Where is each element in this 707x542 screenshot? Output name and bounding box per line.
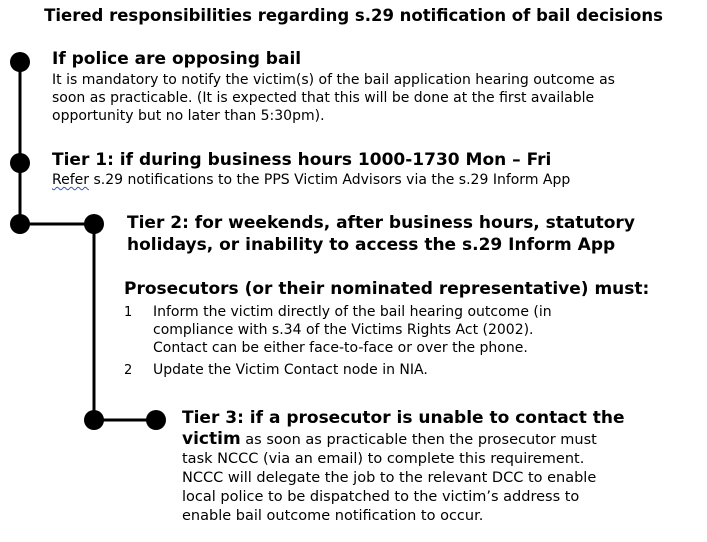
- node-tier3: [146, 410, 166, 430]
- node-junction-2: [84, 410, 104, 430]
- opposing-line: It is mandatory to notify the victim(s) of the bail application hearing outcome as: [52, 72, 615, 88]
- tier3-heading: Tier 3: if a prosecutor is unable to contact the: [182, 408, 625, 428]
- list-item-line: Update the Victim Contact node in NIA.: [153, 362, 428, 378]
- tier1-heading: Tier 1: if during business hours 1000-1730 Mon – Fri: [52, 150, 552, 170]
- node-junction: [10, 214, 30, 234]
- page-title: Tiered responsibilities regarding s.29 notification of bail decisions: [44, 6, 663, 25]
- tier3-line: NCCC will delegate the job to the relevant DCC to enable: [182, 470, 597, 486]
- tier1-rest: s.29 notifications to the PPS Victim Advisors via the s.29 Inform App: [89, 172, 571, 188]
- list-item: [153, 361, 428, 379]
- list-item-line: compliance with s.34 of the Victims Rights Act (2002).: [153, 322, 534, 338]
- tier3-body: [182, 450, 625, 526]
- list-item: [153, 303, 552, 357]
- node-tier2: [84, 214, 104, 234]
- prosecutors-heading: Prosecutors (or their nominated representative) must:: [124, 279, 650, 299]
- tier2-heading-line: holidays, or inability to access the s.29 Inform App: [127, 235, 616, 255]
- tier3-line-mixed: [182, 429, 625, 450]
- list-item-line: Inform the victim directly of the bail hearing outcome (in: [153, 304, 552, 320]
- tier1-first-word: Refer: [52, 172, 90, 188]
- tier1-text: [52, 171, 570, 189]
- list-item-line: Contact can be either face-to-face or over the phone.: [153, 340, 528, 356]
- node-tier1: [10, 153, 30, 173]
- tier3-line: task NCCC (via an email) to complete this requirement.: [182, 451, 585, 467]
- opposing-line: soon as practicable. (It is expected that this will be done at the first available: [52, 90, 595, 106]
- tier3-block: [182, 407, 625, 526]
- list-item-number: 2: [124, 363, 133, 378]
- tier3-victim-word: victim: [182, 429, 241, 449]
- tier2-heading-line: Tier 2: for weekends, after business hours, statutory: [127, 213, 635, 233]
- tier2-heading: [127, 212, 635, 256]
- list-item-number: 1: [124, 305, 133, 320]
- tier3-line: local police to be dispatched to the victim’s address to: [182, 489, 580, 505]
- tier3-line-rest: as soon as practicable then the prosecutor must: [240, 432, 597, 448]
- node-opposing: [10, 52, 30, 72]
- opposing-heading: If police are opposing bail: [52, 49, 302, 69]
- tier3-line: enable bail outcome notification to occur.: [182, 508, 484, 524]
- opposing-text: [52, 71, 615, 125]
- opposing-line: opportunity but no later than 5:30pm).: [52, 108, 325, 124]
